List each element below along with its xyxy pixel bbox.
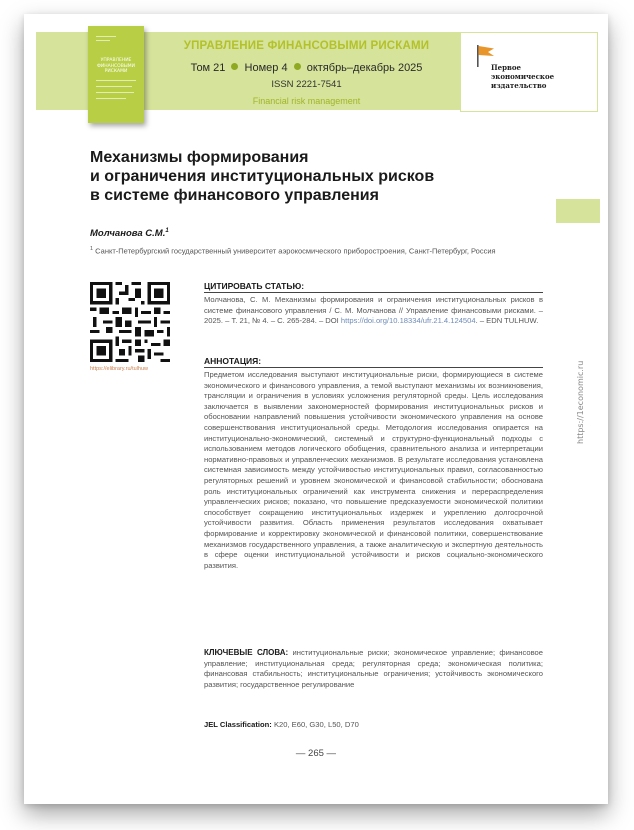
bullet-icon <box>231 63 238 70</box>
article-title-line: Механизмы формирования <box>90 149 309 166</box>
side-tab <box>556 199 600 223</box>
affiliation-sup: 1 <box>90 246 94 252</box>
annotation-section <box>204 356 543 571</box>
affiliation-text: Санкт-Петербургский государственный университет аэрокосмического приборостроения, Санкт-Петербург, Россия <box>95 246 496 256</box>
issn: ISSN 2221-7541 <box>271 79 342 90</box>
qr-code[interactable] <box>90 282 170 362</box>
author-text: Молчанова С.М. <box>90 228 166 240</box>
page-number: — 265 — <box>295 748 337 759</box>
publisher-name-line: экономическое <box>491 72 555 81</box>
journal-cover-image <box>88 26 144 123</box>
side-url: https://1economic.ru <box>576 360 585 444</box>
cover-line <box>96 92 134 93</box>
annotation-text: Предметом исследования выступают институциональные риски, формирующиеся в системе экономического и финансового управления, а темой выступают механизмы их возникновения, трансляции и ограничения в условиях усложнения регуляторной среды. Цель исследования заключается в выявлении закономерностей формирования институциональных рисков и обосновании направлений повышения устойчивости экономического управления на основе совершенствования институциональной среды. Методология исследования опирается на институционально-экономический, системный и структурно-функциональный подходы с использованием методов логического обобщения, сравнительного анализа и интерпретации нормативно-правовых и управленческих механизмов. В результате исследования установлена системная зависимость между устойчивостью институциональных правил, согласованностью регуляторных решений и уровнем экономической и финансовой стабильности; обоснована роль институциональных ограничений как инструмента снижения и перераспределения управленческих рисков; показано, что повышение предсказуемости экономической политики способствует сокращению институциональных издержек и укреплению долгосрочной устойчивости развития. Область применения результатов исследования охватывает формирование и корректировку экономической и финансовой политики, совершенствование механизмов государственного управления, а также аналитическую и экспертную деятельность в сфере оценки институциональной устойчивости и рисков социально-экономического развития. <box>204 370 543 570</box>
cover-line <box>96 86 132 87</box>
article-title-line: в системе финансового управления <box>90 187 379 204</box>
publisher-name-line: издательство <box>491 81 547 90</box>
side-url-wrap <box>576 344 586 444</box>
affiliation <box>90 244 542 257</box>
volume: Том 21 <box>190 62 226 74</box>
jel-value: K20, E60, G30, L50, D70 <box>273 720 359 729</box>
cover-line <box>96 36 116 37</box>
cover-title <box>91 58 141 75</box>
cover-title-line: РИСКАМИ <box>104 69 128 74</box>
cover-line <box>96 40 110 41</box>
cite-tail: . – EDN TULHUW. <box>475 316 539 326</box>
bullet-icon <box>294 63 301 70</box>
publisher-name <box>491 63 554 90</box>
keywords-section <box>204 648 543 690</box>
cover-line <box>96 98 126 99</box>
cite-heading: ЦИТИРОВАТЬ СТАТЬЮ: <box>204 281 543 293</box>
publisher-name-line: Первое <box>491 63 521 72</box>
publisher-box <box>460 32 598 112</box>
keywords-text: институциональные риски; экономическое управление; финансовое управление; институциональная среда; регуляторная среда; экономическая политика; финансовая стабильность; институциональные ограничения; устойчивость экономического развития; государственное регулирование <box>204 648 544 689</box>
article-title <box>90 148 560 205</box>
journal-title-en: Financial risk management <box>252 96 361 106</box>
journal-title: УПРАВЛЕНИЕ ФИНАНСОВЫМИ РИСКАМИ <box>183 40 430 52</box>
cite-text <box>204 295 543 327</box>
cover-title-line: УПРАВЛЕНИЕ <box>100 58 132 63</box>
annotation-heading: АННОТАЦИЯ: <box>204 356 543 368</box>
jel-section <box>204 720 543 729</box>
cover-title-line: ФИНАНСОВЫМИ <box>96 63 136 69</box>
author-sup: 1 <box>165 228 169 234</box>
cite-body: Молчанова, С. М. Механизмы формирования и ограничения институциональных рисков в системе финансового управления / С. М. Молчанова // Управление финансовыми рисками. – 2025. – Т. 21, № 4. – С. 265-284. – DOI <box>204 295 543 326</box>
doi-link[interactable]: https://doi.org/10.18334/ufr.21.4.124504 <box>340 316 476 326</box>
cite-section <box>204 281 543 327</box>
qr-url-link[interactable]: https://elibrary.ru/tulhuw <box>90 366 148 372</box>
issue-number: Номер 4 <box>244 62 288 74</box>
cover-line <box>96 80 136 81</box>
author-name <box>90 228 169 239</box>
article-title-line: и ограничения институциональных рисков <box>90 168 435 185</box>
issue-info <box>154 62 459 74</box>
journal-page <box>24 14 608 804</box>
jel-label: JEL Classification: <box>204 720 272 729</box>
keywords-heading: КЛЮЧЕВЫЕ СЛОВА: <box>204 648 289 657</box>
issue-period: октябрь–декабрь 2025 <box>306 62 423 74</box>
